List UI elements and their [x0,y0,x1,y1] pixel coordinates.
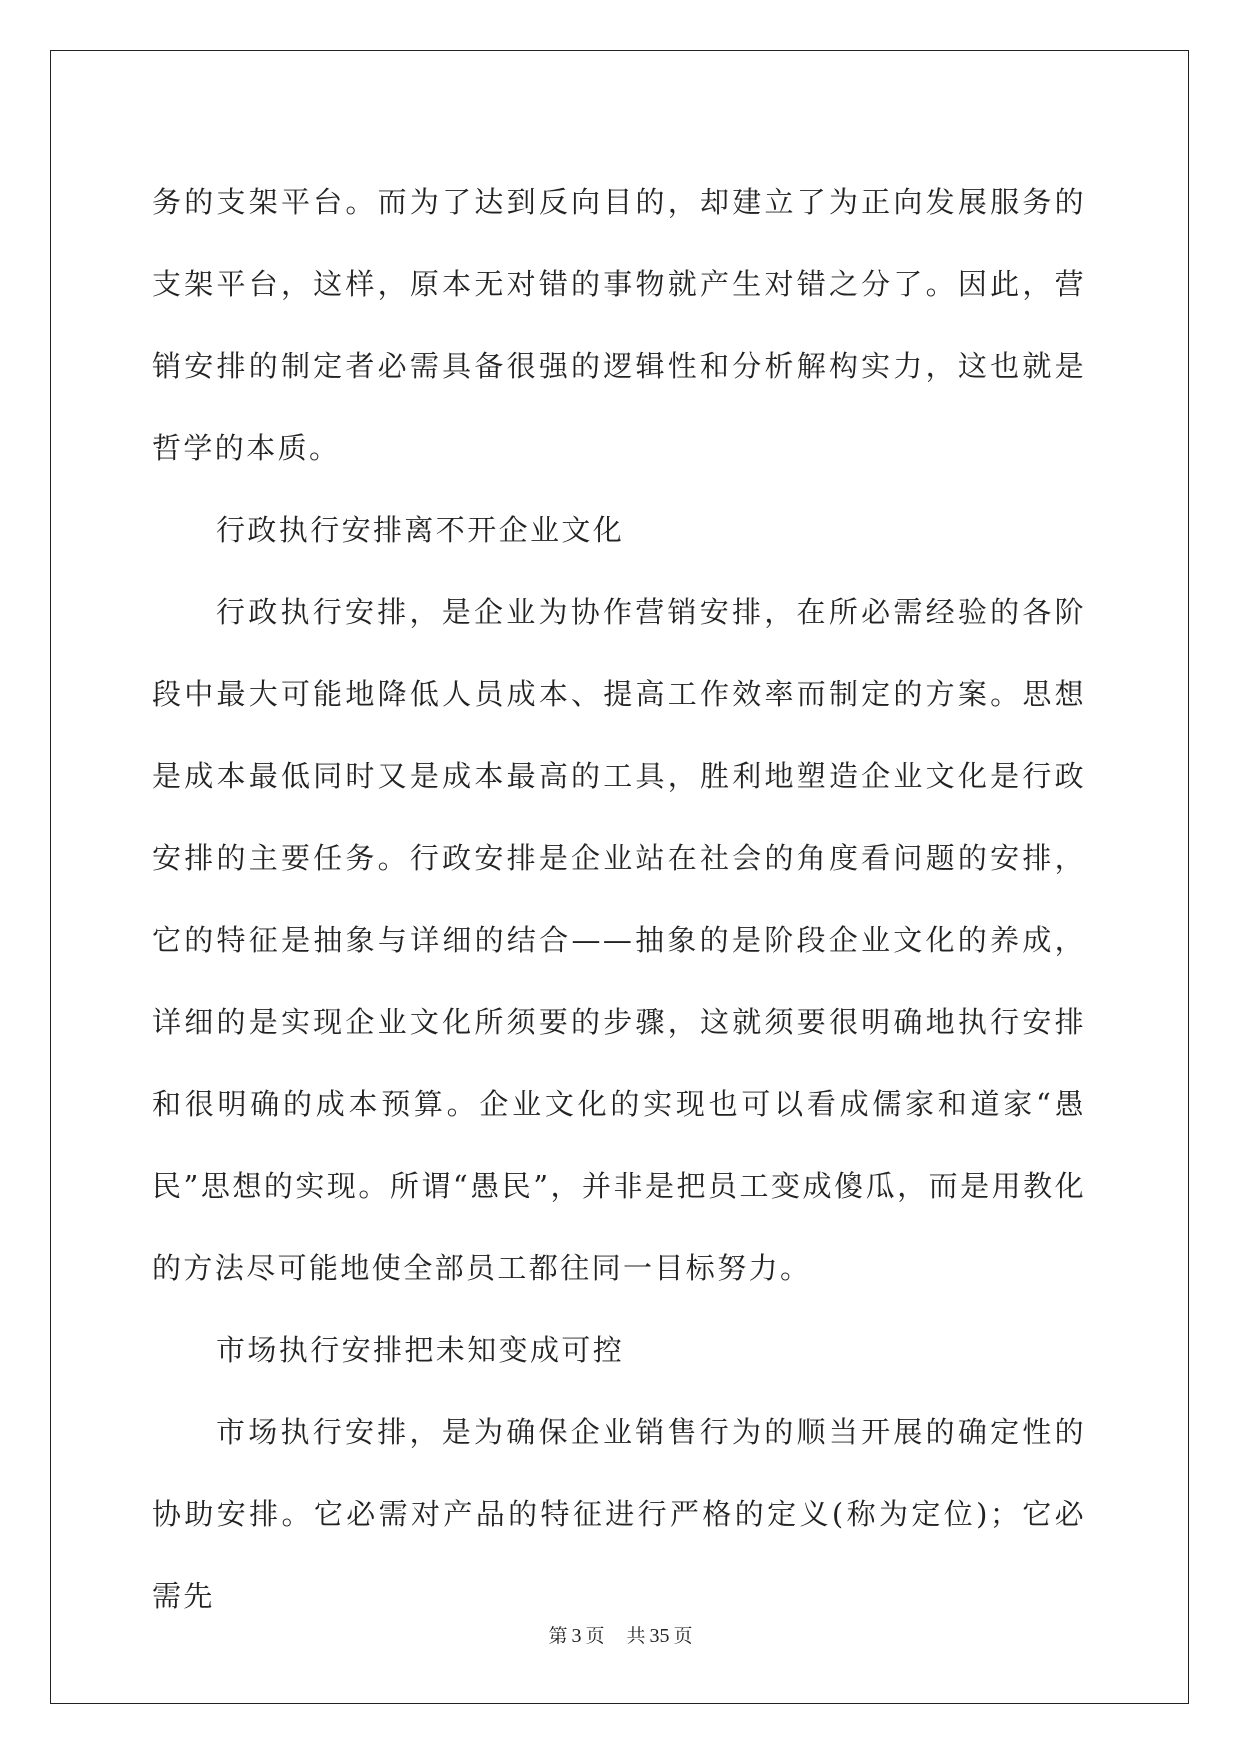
paragraph: 市场执行安排，是为确保企业销售行为的顺当开展的确定性的协助安排。它必需对产品的特征进行严格的定义(称为定位)；它必需先 [152,1415,1086,1613]
current-page-number: 3 [571,1625,582,1647]
footer-page-suffix: 页 [585,1625,605,1647]
section-heading: 市场执行安排把未知变成可控 [216,1333,625,1367]
total-pages-number: 35 [649,1625,670,1647]
section-heading: 行政执行安排离不开企业文化 [216,513,625,547]
footer-total-prefix: 共 [626,1625,646,1647]
footer-prefix: 第 [548,1625,568,1647]
footer-total-suffix: 页 [673,1625,693,1647]
paragraph: 行政执行安排，是企业为协作营销安排，在所必需经验的各阶段中最大可能地降低人员成本、提高工作效率而制定的方案。思想是成本最低同时又是成本最高的工具，胜利地塑造企业文化是行政安排的主要任务。行政安排是企业站在社会的角度看问题的安排，它的特征是抽象与详细的结合——抽象的是阶段企业文化的养成，详细的是实现企业文化所须要的步骤，这就须要很明确地执行安排和很明确的成本预算。企业文化的实现也可以看成儒家和道家“愚民”思想的实现。所谓“愚民”，并非是把员工变成傻瓜，而是用教化的方法尽可能地使全部员工都往同一目标努力。 [152,595,1086,1285]
page-footer [0,1621,1241,1648]
paragraph: 务的支架平台。而为了达到反向目的，却建立了为正向发展服务的支架平台，这样，原本无对错的事物就产生对错之分了。因此，营销安排的制定者必需具备很强的逻辑性和分析解构实力，这也就是哲学的本质。 [152,185,1086,465]
document-body [152,161,1086,1637]
